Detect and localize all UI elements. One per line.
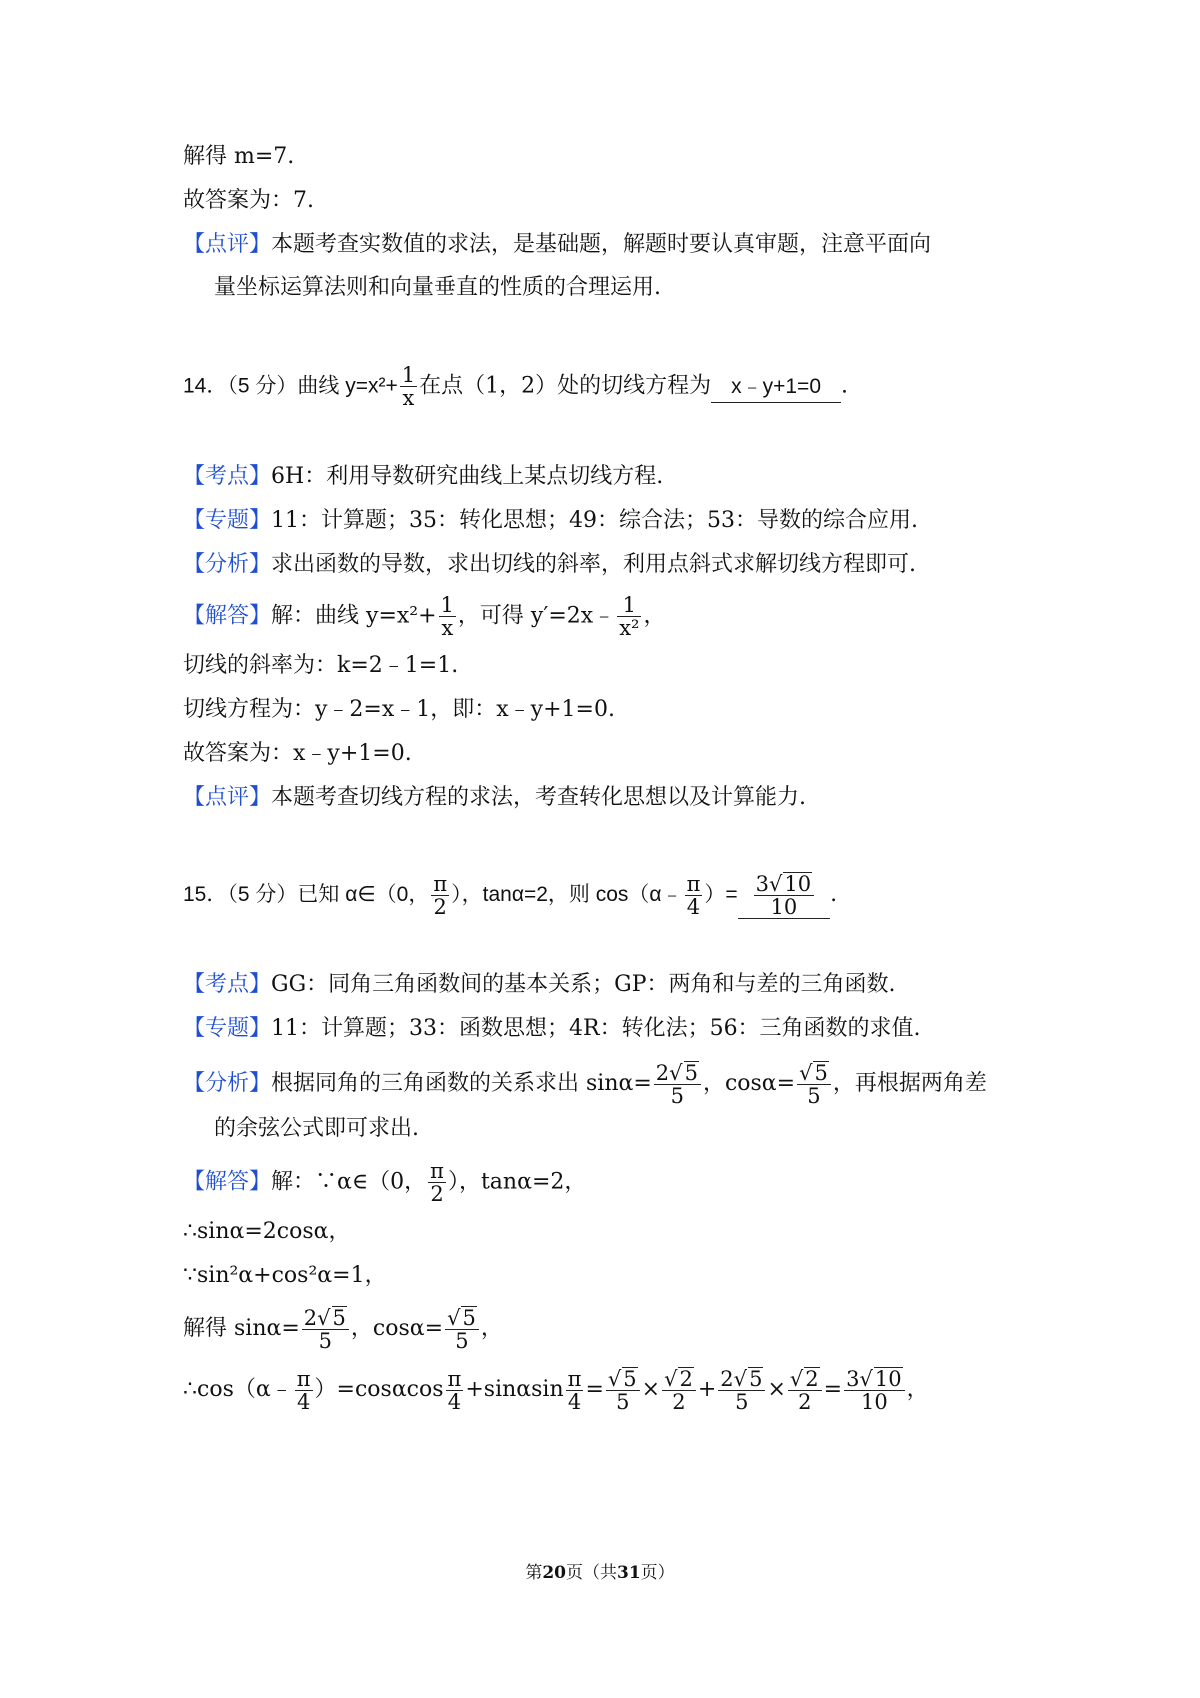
- line-sin-eq: ∴sinα=2cosα，: [183, 1219, 351, 1244]
- fraction: $\frac{3√10}{10}$: [754, 872, 815, 918]
- zhuanti-tag: 【专题】: [183, 1016, 272, 1041]
- question-15: 15．（5 分）已知 α∈（0， $\frac{\pi}{2}$ ），tanα=2，则 cos（α﹣ $\frac{\pi}{4}$ ）= $\frac{3√10}{10}$ .: [183, 871, 838, 919]
- fraction: $\frac{\pi}{4}$: [447, 1366, 462, 1414]
- answer-blank-15: [738, 872, 831, 919]
- fraction: $\frac{1}{x}$: [401, 363, 416, 410]
- line-slope: 切线的斜率为：k=2﹣1=1.: [183, 653, 459, 678]
- line-comment-13: 【点评】本题考查实数值的求法，是基础题，解题时要认真审题，注意平面向: [183, 232, 932, 257]
- fraction: $\frac{\pi}{4}$: [567, 1366, 582, 1414]
- kaodian-tag: 【考点】: [183, 972, 272, 997]
- line-kaodian-14: 【考点】6H：利用导数研究曲线上某点切线方程.: [183, 464, 664, 489]
- fraction: $\frac{\pi}{2}$: [433, 871, 448, 919]
- comment-tag: 【点评】: [183, 232, 272, 257]
- line-tangent-eq: 切线方程为：y﹣2=x﹣1，即：x﹣y+1=0.: [183, 697, 615, 722]
- fraction: $\frac{2√5}{5}$: [654, 1061, 701, 1107]
- fraction: $\frac{√5}{5}$: [606, 1367, 640, 1413]
- page-number: 20: [542, 1563, 566, 1583]
- fraction: $\frac{√2}{2}$: [788, 1367, 822, 1413]
- comment-tag: 【点评】: [183, 785, 272, 810]
- line-zhuanti-15: 【专题】11：计算题；33：函数思想；4R：转化法；56：三角函数的求值.: [183, 1016, 921, 1041]
- line-solve-sin-cos: 解得 sinα= $\frac{2√5}{5}$ ，cosα= $\frac{√5}{5}$ ，: [183, 1306, 503, 1353]
- fenxi-tag: 【分析】: [183, 552, 272, 577]
- line-fenxi-15-cont: 的余弦公式即可求出.: [214, 1116, 419, 1141]
- page-total: 31: [617, 1563, 641, 1583]
- fraction: $\frac{2√5}{5}$: [718, 1367, 765, 1413]
- line-answer-7: 故答案为：7.: [183, 188, 314, 213]
- line-zhuanti-14: 【专题】11：计算题；35：转化思想；49：综合法；53：导数的综合应用.: [183, 508, 918, 533]
- fraction: $\frac{3√10}{10}$: [844, 1367, 905, 1413]
- line-solve-m: 解得 m=7.: [183, 144, 295, 169]
- line-fenxi-15: 【分析】根据同角的三角函数的关系求出 sinα= $\frac{2√5}{5}$ ，cosα= $\frac{√5}{5}$ ，再根据两角差: [183, 1061, 987, 1108]
- zhuanti-tag: 【专题】: [183, 508, 272, 533]
- answer-blank-14: x﹣y+1=0: [711, 372, 841, 403]
- jieda-tag: 【解答】: [183, 603, 272, 629]
- kaodian-tag: 【考点】: [183, 464, 272, 489]
- page-footer: 第20页（共31页）: [525, 1563, 675, 1583]
- line-jieda-15: 【解答】解：∵α∈（0， $\frac{\pi}{2}$ ），tanα=2，: [183, 1159, 587, 1206]
- fenxi-tag: 【分析】: [183, 1071, 272, 1096]
- line-final-calc: ∴cos（α﹣ $\frac{\pi}{4}$ ）=cosαcos $\frac{\pi}{4}$ +sinαsin $\frac{\pi}{4}$ = $\frac{√5}{5}$ × $\frac{√2}{2}$ + $\frac{2√5}{5}$ × $\frac{√2}{2}$ = $\frac{3√10}{10}$ ，: [183, 1366, 929, 1414]
- line-fenxi-14: 【分析】求出函数的导数，求出切线的斜率，利用点斜式求解切线方程即可.: [183, 552, 917, 577]
- fraction: $\frac{√2}{2}$: [662, 1367, 696, 1413]
- fraction: $\frac{√5}{5}$: [797, 1061, 831, 1107]
- line-answer-14: 故答案为：x﹣y+1=0.: [183, 741, 412, 766]
- line-identity: ∵sin²α+cos²α=1，: [183, 1263, 387, 1288]
- fraction: $\frac{\pi}{4}$: [296, 1366, 311, 1414]
- fraction: $\frac{\pi}{4}$: [686, 871, 701, 919]
- fraction: $\frac{2√5}{5}$: [302, 1306, 349, 1352]
- fraction: $\frac{1}{\text{x²}}$: [619, 593, 640, 640]
- line-comment-14: 【点评】本题考查切线方程的求法，考查转化思想以及计算能力.: [183, 785, 807, 810]
- line-comment-13-cont: 量坐标运算法则和向量垂直的性质的合理运用.: [214, 275, 661, 300]
- fraction: $\frac{\pi}{2}$: [430, 1159, 444, 1206]
- question-14: 14．（5 分）曲线 y=x²+ $\frac{1}{x}$ 在点（1，2）处的切线方程为 x﹣y+1=0 .: [183, 363, 848, 410]
- jieda-tag: 【解答】: [183, 1169, 272, 1195]
- line-kaodian-15: 【考点】GG：同角三角函数间的基本关系；GP：两角和与差的三角函数.: [183, 972, 896, 997]
- fraction: $\frac{1}{x}$: [440, 593, 454, 640]
- line-jieda-14: 【解答】解：曲线 y=x²+ $\frac{1}{x}$ ，可得 y′=2x﹣ $\frac{1}{\text{x²}}$ ，: [183, 593, 666, 640]
- fraction: $\frac{√5}{5}$: [445, 1306, 479, 1352]
